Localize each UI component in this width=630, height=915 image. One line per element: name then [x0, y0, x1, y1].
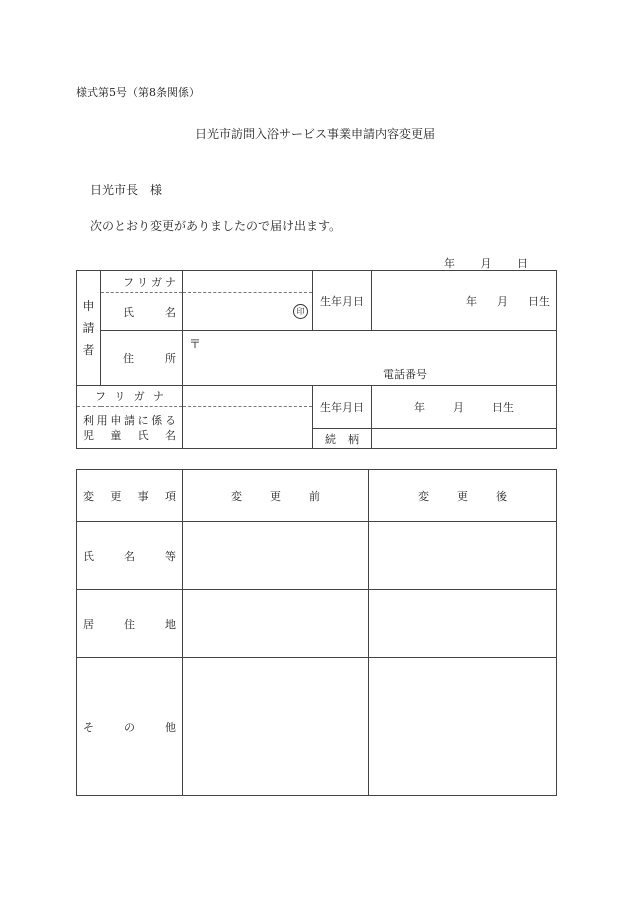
document-title: 日光市訪問入浴サービス事業申請内容変更届 — [194, 127, 435, 141]
name-after-field[interactable] — [369, 522, 557, 590]
furigana-field[interactable] — [183, 271, 313, 293]
header-after: 変 更 後 — [369, 470, 557, 522]
relation-field[interactable] — [372, 429, 557, 449]
phone-label: 電話番号 — [383, 368, 427, 381]
address-field[interactable] — [183, 331, 557, 386]
seal-mark: 印 — [293, 304, 308, 319]
form-number: 様式第5号（第8条関係） — [76, 86, 200, 99]
header-before: 変 更 前 — [183, 470, 369, 522]
table-row — [77, 522, 557, 590]
postal-mark: 〒 — [189, 337, 202, 351]
applicant-group-label: 申 請 者 — [77, 271, 101, 386]
residence-after-field[interactable] — [369, 590, 557, 658]
row-label-other: そ の 他 — [77, 658, 183, 796]
birth-label: 生年月日 — [313, 271, 372, 331]
birth-field[interactable]: 年 月 日生 — [372, 271, 557, 331]
changes-table — [76, 469, 557, 796]
addressee: 日光市長 様 — [90, 183, 163, 197]
name-label: 氏 名 — [101, 293, 183, 331]
child-birth-label: 生年月日 — [313, 386, 372, 429]
child-birth-field[interactable]: 年 月 日生 — [372, 386, 557, 429]
header-change-item: 変 更 事 項 — [77, 470, 183, 522]
child-furigana-label: フ リ ガ ナ — [77, 386, 183, 407]
row-label-name: 氏 名 等 — [77, 522, 183, 590]
table-row — [77, 590, 557, 658]
residence-before-field[interactable] — [183, 590, 369, 658]
address-label: 住 所 — [101, 331, 183, 386]
applicant-table — [76, 270, 557, 449]
other-after-field[interactable] — [369, 658, 557, 796]
other-before-field[interactable] — [183, 658, 369, 796]
statement: 次のとおり変更がありましたので届け出ます。 — [90, 219, 342, 233]
child-name-field[interactable] — [183, 407, 313, 449]
child-name-label: 利 用 申 請 に 係 る 児 童 氏 名 — [77, 407, 183, 449]
furigana-label: フ リ ガ ナ — [101, 271, 183, 293]
row-label-residence: 居 住 地 — [77, 590, 183, 658]
submission-date: 年 月 日 — [444, 257, 528, 270]
name-field[interactable] — [183, 293, 313, 331]
child-furigana-field[interactable] — [183, 386, 313, 407]
name-before-field[interactable] — [183, 522, 369, 590]
table-row — [77, 658, 557, 796]
relation-label: 続 柄 — [313, 429, 372, 449]
